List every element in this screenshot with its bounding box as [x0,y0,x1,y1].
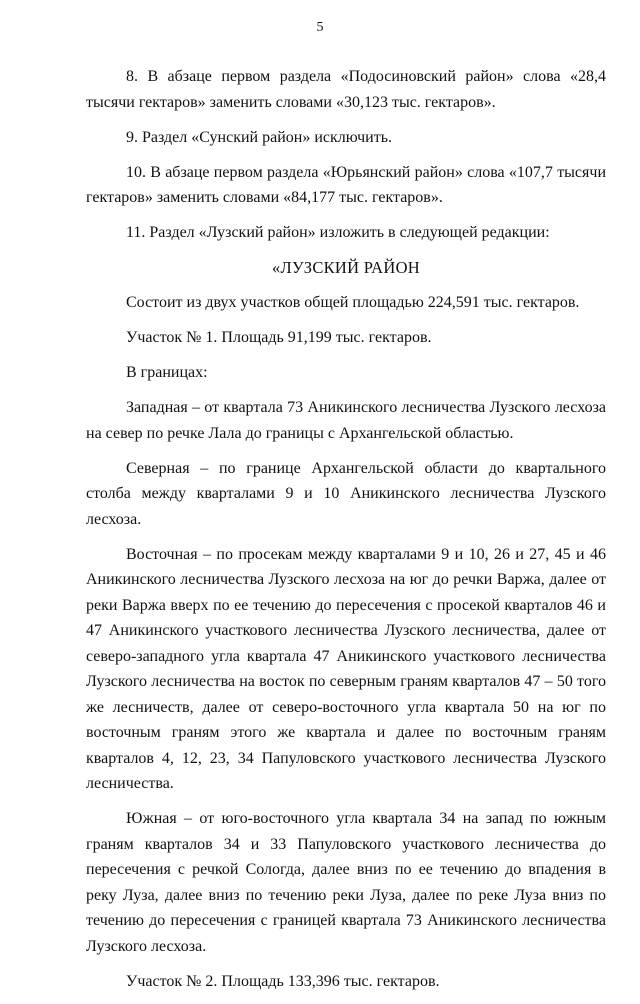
amendment-item-9: 9. Раздел «Сунский район» исключить. [126,128,392,146]
plot-1-paragraph: Участок № 1. Площадь 91,199 тыс. гектаров. [126,329,432,346]
north-boundary-paragraph: Северная – по границе Архангельской области до квартального столба между кварталами 9 и 10 Аникинского лесничества Лузского лесхоза. [86,459,606,528]
west-boundary-paragraph: Западная – от квартала 73 Аникинского лесничества Лузского лесхоза на север по речке Лала до границы с Архангельской областью. [86,399,606,442]
bounds-label: В границах: [126,364,208,381]
document-body [86,64,606,1004]
amendment-item-8: 8. В абзаце первом раздела «Подосиновский район» слова «28,4 тысячи гектаров» заменить словами «30,123 тыс. гектаров». [86,68,606,111]
section-heading: «ЛУЗСКИЙ РАЙОН [271,258,421,277]
south-boundary-paragraph: Южная – от юго-восточного угла квартала 34 на запад по южным граням кварталов 34 и 33 Папуловского участкового лесничества до пересечения с речкой Сологда, далее вниз по ее течению до впадения в реку Луза, далее вниз по течению реки Луза, далее по реке Луза вниз по течению до пересечения с границей квартала 73 Аникинского лесничества Лузского лесхоза. [86,810,606,955]
district-intro-paragraph: Состоит из двух участков общей площадью 224,591 тыс. гектаров. [126,294,580,311]
amendment-item-10: 10. В абзаце первом раздела «Юрьянский район» слова «107,7 тысячи гектаров» заменить словами «84,177 тыс. гектаров». [86,163,606,206]
plot-2-paragraph: Участок № 2. Площадь 133,396 тыс. гектаров. [126,972,440,990]
page-number: 5 [316,20,324,35]
east-boundary-paragraph: Восточная – по просекам между кварталами 9 и 10, 26 и 27, 45 и 46 Аникинского лесничества Лузского лесхоза на юг до речки Варжа, далее от реки Варжа вверх по ее течению до пересечения с просекой кварталов 46 и 47 Аникинского участкового лесничества Лузского лесничества, далее от северо-западного угла квартала 47 Аникинского участкового лесничества Лузского лесничества на восток по северным граням кварталов 47 – 50 того же лесничеств, далее от северо-восточного угла квартала 50 на юг по восточным граням этого же квартала и далее по восточным граням кварталов 4, 12, 23, 34 Папуловского участкового лесничества Лузского лесничества. [86,545,606,792]
amendment-item-11: 11. Раздел «Лузский район» изложить в следующей редакции: [126,224,550,241]
